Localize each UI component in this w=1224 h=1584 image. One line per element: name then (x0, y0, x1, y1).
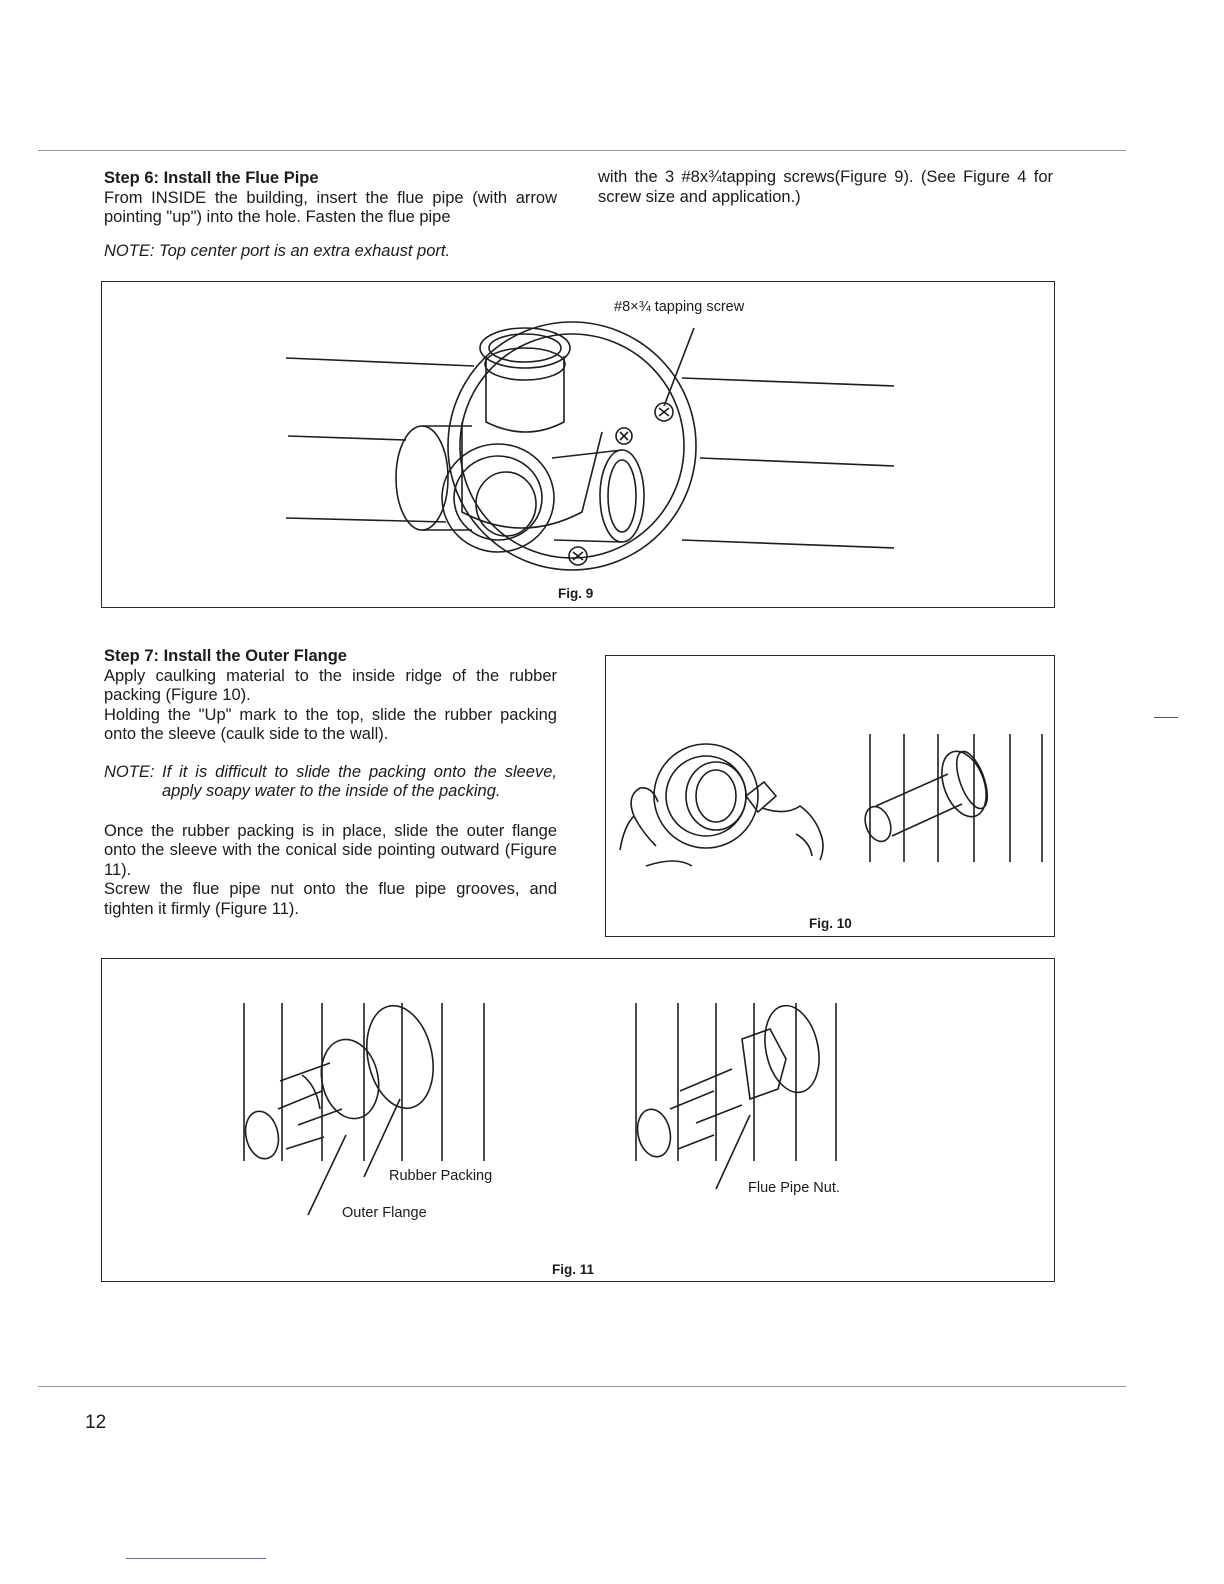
fig9-screw-label: #8×¾ tapping screw (614, 299, 745, 315)
step7-p2: Holding the "Up" mark to the top, slide the rubber packing onto the sleeve (caulk side to the wall). (104, 705, 557, 743)
step7-note-body: If it is difficult to slide the packing onto the sleeve, apply soapy water to the inside of the packing. (162, 762, 557, 800)
step6-heading: Step 6: Install the Flue Pipe (104, 169, 319, 187)
fig11-outer-flange-label: Outer Flange (342, 1205, 427, 1221)
figure-9-drawing (102, 282, 1056, 609)
step6-note: NOTE: Top center port is an extra exhaust port. (104, 242, 451, 260)
step6-right-column (598, 168, 1053, 207)
step7-note-prefix: NOTE: (104, 762, 155, 781)
step7-note (104, 763, 557, 802)
fig11-flue-pipe-nut-label: Flue Pipe Nut. (748, 1180, 840, 1196)
page-number: 12 (85, 1412, 107, 1433)
step7-heading: Step 7: Install the Outer Flange (104, 647, 347, 665)
step6-body-left: From INSIDE the building, insert the flue pipe (with arrow pointing "up") into the hole. Fasten the flue pipe (104, 188, 557, 226)
fig9-caption: Fig. 9 (558, 586, 594, 601)
figure-11-frame (101, 958, 1055, 1282)
figure-10-frame (605, 655, 1055, 937)
figure-9-frame (101, 281, 1055, 608)
figure-10-drawing (606, 656, 1056, 938)
fig11-rubber-packing-label: Rubber Packing (389, 1168, 493, 1184)
step7-p3: Once the rubber packing is in place, slide the outer flange onto the sleeve with the conical side pointing outward (Figure 11). (104, 821, 557, 879)
bottom-rule (38, 1386, 1126, 1387)
margin-mark (1154, 717, 1178, 718)
footer-mark (126, 1558, 266, 1559)
step6-body-right: with the 3 #8x¾tapping screws(Figure 9). (See Figure 4 for screw size and application.) (598, 168, 1053, 206)
top-rule (38, 150, 1126, 151)
step6-left-column (104, 169, 557, 228)
fig11-caption: Fig. 11 (552, 1262, 595, 1277)
step7-column (104, 647, 557, 919)
fig10-caption: Fig. 10 (809, 916, 852, 931)
figure-11-drawing (102, 959, 1056, 1283)
step7-p1: Apply caulking material to the inside ridge of the rubber packing (Figure 10). (104, 666, 557, 704)
step7-p4: Screw the flue pipe nut onto the flue pipe grooves, and tighten it firmly (Figure 11). (104, 880, 557, 918)
